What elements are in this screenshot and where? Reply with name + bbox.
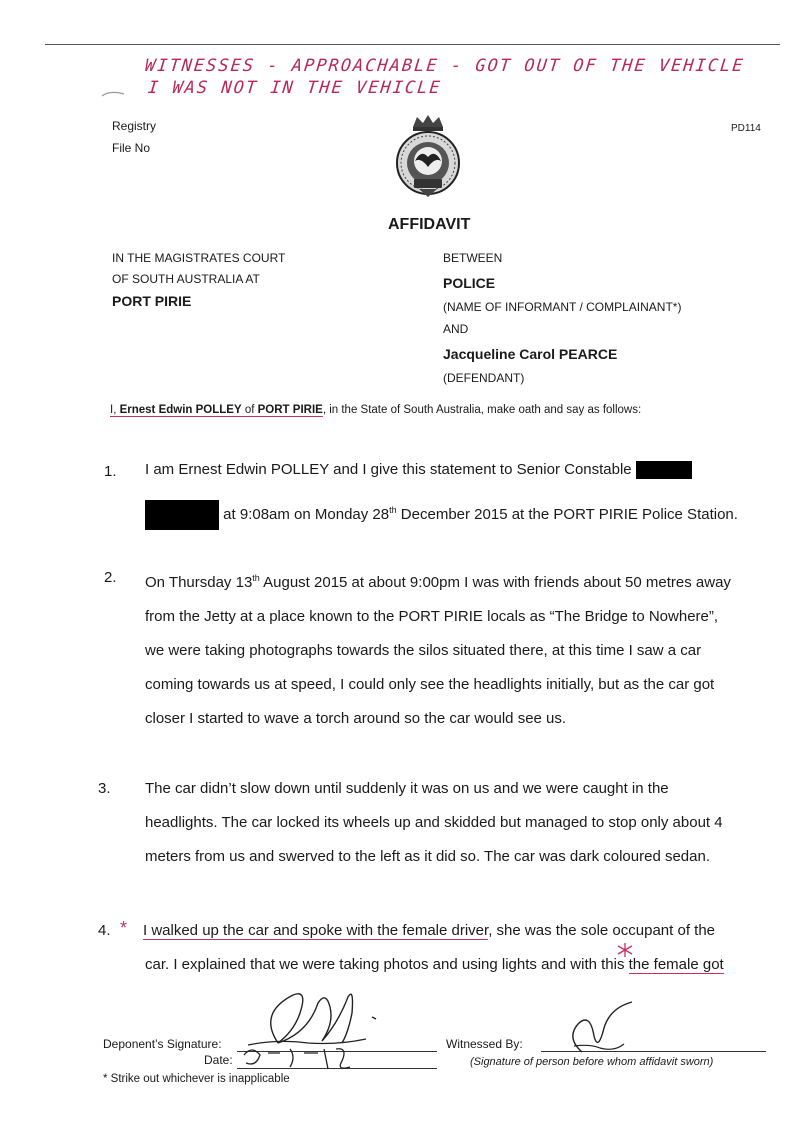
handwritten-mark-icon [100,86,126,100]
between-label: BETWEEN [443,251,503,265]
document-title: AFFIDAVIT [388,216,471,233]
paragraph-1: I am Ernest Edwin POLLEY and I give this statement to Senior Constable at 9:08am on Monday 28th December 2015 at the PORT PIRIE Police Station. [145,450,738,535]
witness-note: (Signature of person before whom affidavit sworn) [470,1056,714,1068]
paragraph-number-3: 3. [98,780,111,797]
deponent-signature-label: Deponent’s Signature: [103,1037,222,1051]
informant-note: (NAME OF INFORMANT / COMPLAINANT*) [443,300,682,314]
witness-signature-icon [560,998,640,1062]
deponent-name: Ernest Edwin POLLEY [119,404,242,416]
redaction-block [145,500,219,530]
paragraph-3: The car didn’t slow down until suddenly it was on us and we were caught in the headlights. The car locked its wheels up and skidded but managed to stop only about 4 meters from us and swerved to the left as it did so. The car was dark coloured sedan. [145,780,723,865]
redaction-block [636,461,692,479]
oath-statement: I, Ernest Edwin POLLEY of PORT PIRIE, in the State of South Australia, make oath and say as follows: [110,404,642,416]
informant-name: POLICE [443,275,496,291]
registry-label: Registry [112,119,157,133]
form-code: PD114 [731,123,761,134]
paragraph-number-2: 2. [104,569,117,586]
and-label: AND [443,322,469,336]
top-rule [45,44,780,45]
date-label: Date: [204,1053,233,1067]
file-no-label: File No [112,141,151,155]
defendant-name: Jacqueline Carol PEARCE [443,346,618,362]
paragraph-4: I walked up the car and spoke with the female driver, she was the sole occupant of the car. I explained that we were taking photos and using lights and with this the female got [143,922,724,973]
asterisk-marker-icon: * [120,918,128,938]
sa-police-crest-icon [393,113,463,199]
strike-out-note: * Strike out whichever is inapplicable [103,1073,290,1085]
deponent-signature-icon [238,983,388,1075]
paragraph-number-4: 4. [98,922,111,939]
asterisk-marker-icon [616,942,634,958]
court-location: PORT PIRIE [112,293,192,309]
court-line-2: OF SOUTH AUSTRALIA AT [112,272,260,286]
defendant-note: (DEFENDANT) [443,371,525,385]
paragraph-2: On Thursday 13th August 2015 at about 9:00pm I was with friends about 50 metres away from the Jetty at a place known to the PORT PIRIE locals as “The Bridge to Nowhere”, we were taking photographs towards the silos situated there, at this time I saw a car coming towards us at speed, I could only see the headlights initially, but as the car got closer I started to wave a torch around so the car would see us. [145,573,731,727]
paragraph-number-1: 1. [104,463,117,480]
court-line-1: IN THE MAGISTRATES COURT [112,251,286,265]
handwritten-note-line-2: I WAS NOT IN THE VEHICLE [146,78,443,98]
witness-label: Witnessed By: [446,1037,523,1051]
handwritten-note-line-1: WITNESSES - APPROACHABLE - GOT OUT OF THE VEHICLE [143,56,746,76]
deponent-place: PORT PIRIE [257,404,323,416]
